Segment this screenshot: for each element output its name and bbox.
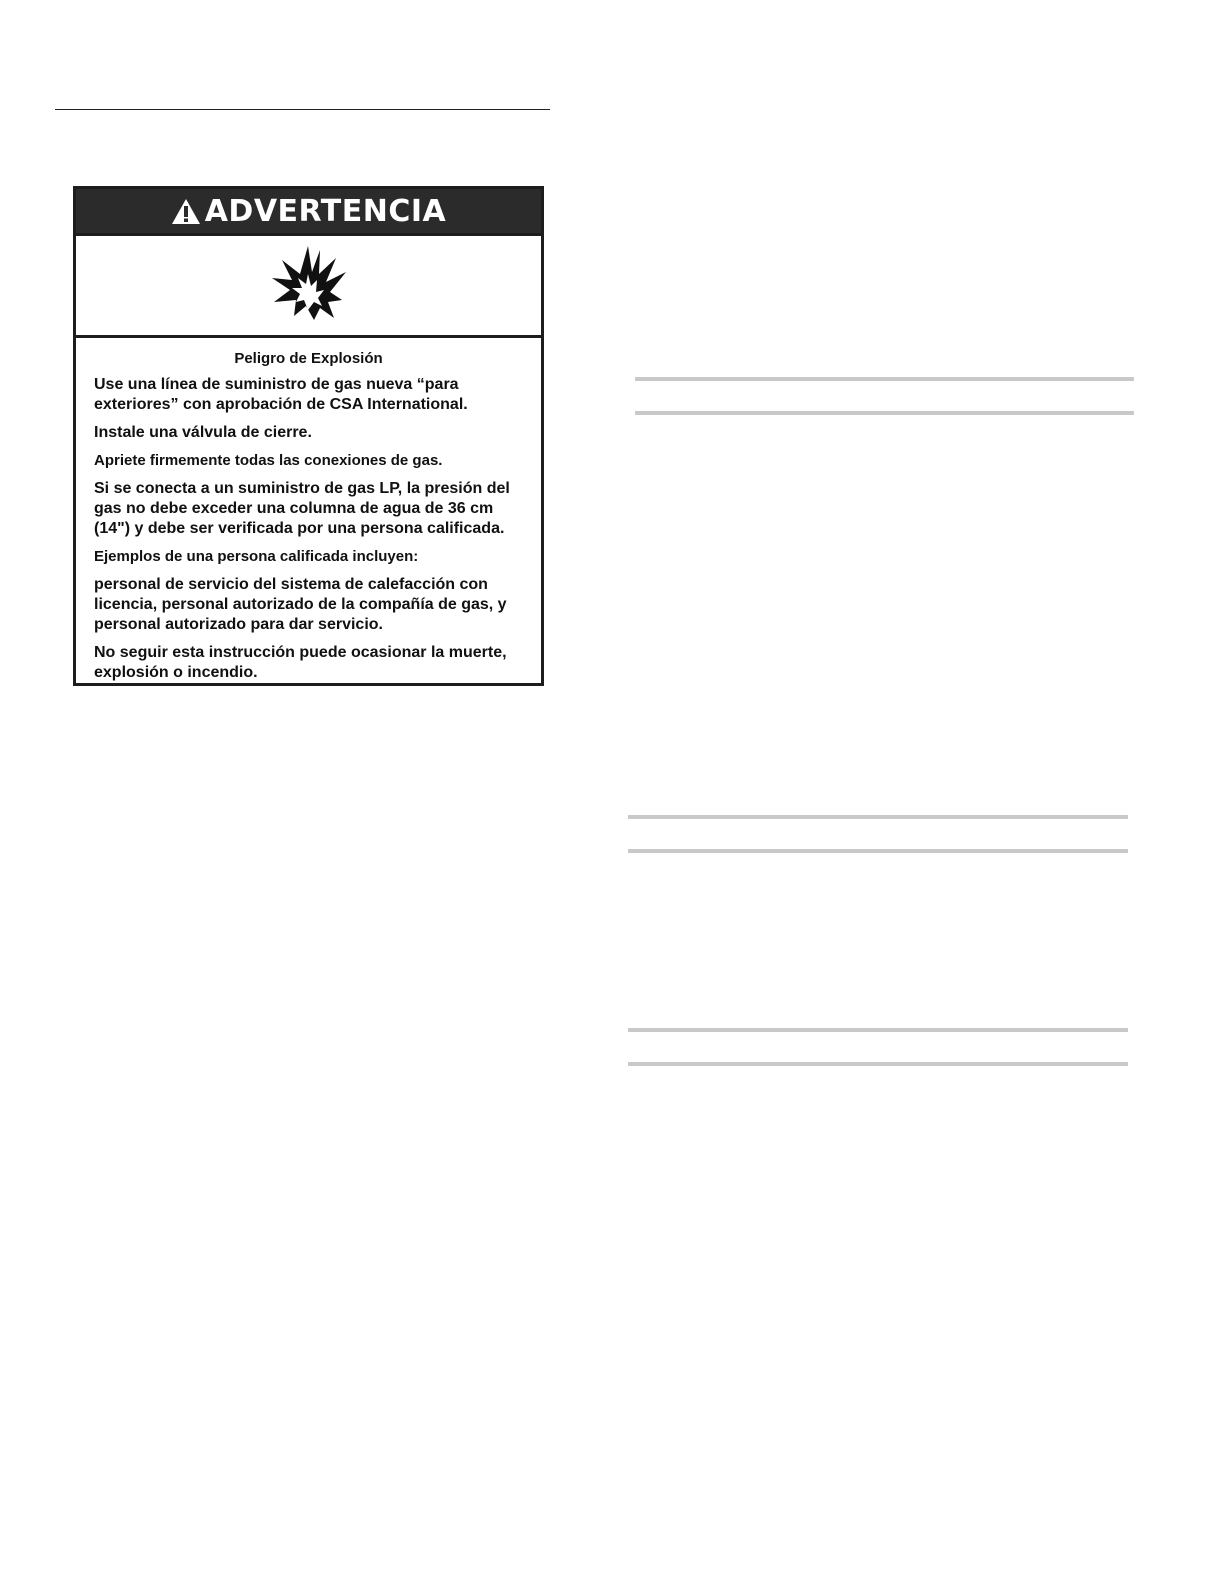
warning-line-shutoff-valve: Instale una válvula de cierre.	[94, 424, 312, 441]
explosion-icon	[268, 244, 350, 327]
section-rule	[628, 815, 1128, 819]
section-rule	[628, 849, 1128, 853]
warning-line-qualified-examples: Ejemplos de una persona calificada incluyen:	[94, 548, 419, 565]
warning-header	[76, 189, 541, 233]
explosion-pictogram	[76, 233, 541, 338]
section-rule	[635, 411, 1134, 415]
section-rule	[628, 1028, 1128, 1032]
warning-line-tighten-connections: Apriete firmemente todas las conexiones de gas.	[94, 452, 443, 469]
warning-line-lp-pressure: Si se conecta a un suministro de gas LP, la presión del gas no debe exceder una columna de agua de 36 cm (14") y debe ser verificada por una persona calificada.	[94, 480, 510, 537]
warning-box	[73, 186, 544, 686]
section-rule	[628, 1062, 1128, 1066]
warning-body	[76, 338, 541, 683]
warning-line-consequence: No seguir esta instrucción puede ocasionar la muerte, explosión o incendio.	[94, 644, 507, 681]
warning-title: ADVERTENCIA	[204, 193, 447, 229]
hazard-title: Peligro de Explosión	[234, 350, 383, 367]
warning-line-gas-line: Use una línea de suministro de gas nueva “para exteriores” con aprobación de CSA International.	[94, 376, 468, 413]
top-divider	[55, 109, 550, 110]
warning-triangle-icon	[171, 198, 201, 225]
section-rule	[635, 377, 1134, 381]
warning-line-qualified-list: personal de servicio del sistema de calefacción con licencia, personal autorizado de la compañía de gas, y personal autorizado para dar servicio.	[94, 576, 507, 633]
